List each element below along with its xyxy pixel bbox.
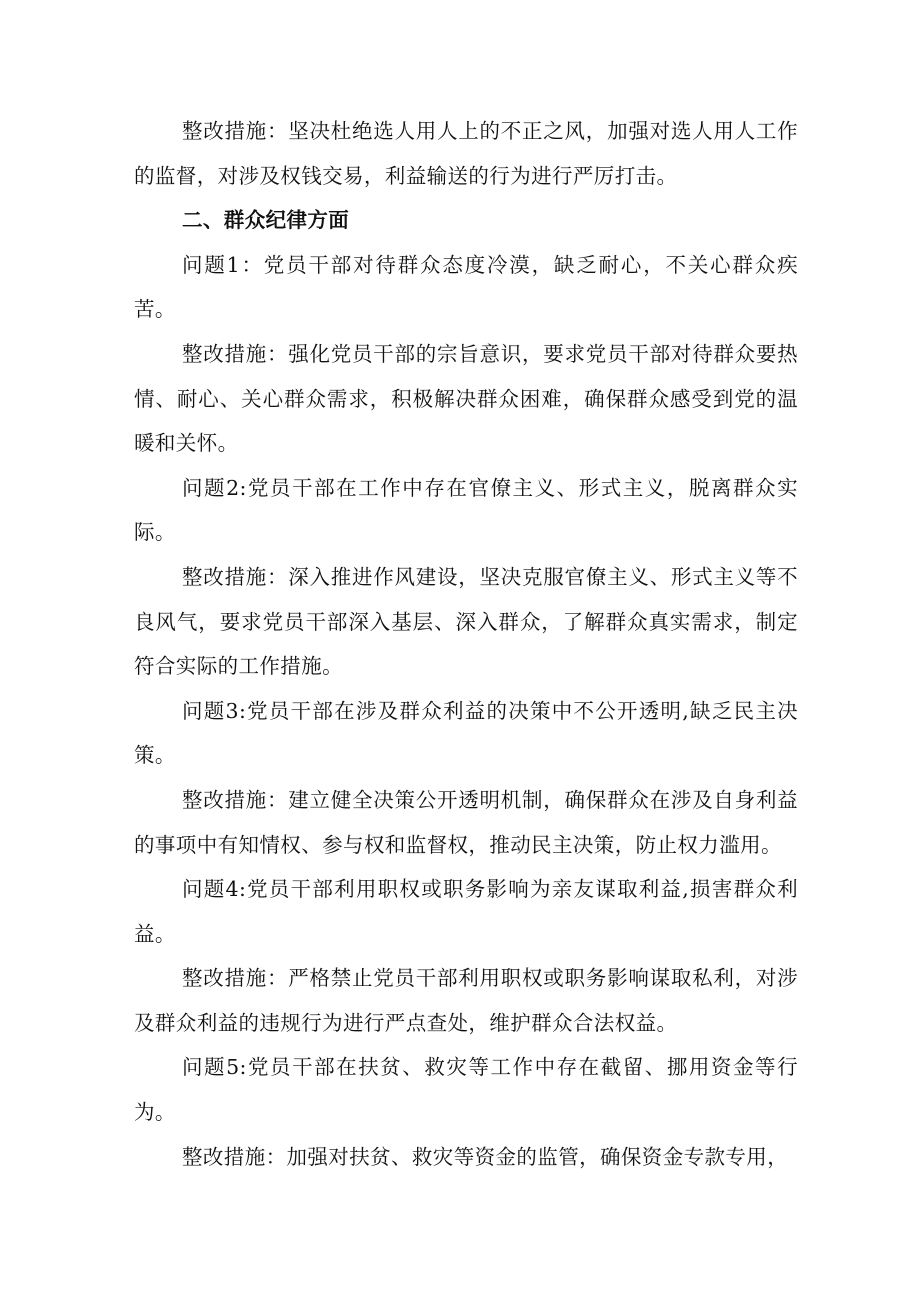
measure-paragraph: 整改措施：深入推进作风建设，坚决克服官僚主义、形式主义等不良风气，要求党员干部深入基层、深入群众，了解群众真实需求，制定符合实际的工作措施。 bbox=[134, 564, 798, 679]
measure-paragraph: 整改措施：强化党员干部的宗旨意识，要求党员干部对待群众要热情、耐心、关心群众需求，积极解决群众困难，确保群众感受到党的温暖和关怀。 bbox=[134, 341, 798, 456]
measure-paragraph: 整改措施：加强对扶贫、救灾等资金的监管，确保资金专款专用， bbox=[182, 1144, 789, 1169]
measure-paragraph: 整改措施：严格禁止党员干部利用职权或职务影响谋取私利，对涉及群众利益的违规行为进行严点查处，维护群众合法权益。 bbox=[134, 966, 798, 1035]
section-heading: 二、群众纪律方面 bbox=[182, 208, 350, 233]
problem-paragraph: 问题3:党员干部在涉及群众利益的决策中不公开透明,缺乏民主决策。 bbox=[134, 698, 798, 768]
measure-paragraph: 整改措施：坚决杜绝选人用人上的不正之风，加强对选人用人工作的监督，对涉及权钱交易，利益输送的行为进行严厉打击。 bbox=[134, 119, 798, 188]
problem-paragraph: 问题5:党员干部在扶贫、救灾等工作中存在截留、挪用资金等行为。 bbox=[134, 1055, 798, 1125]
problem-paragraph: 问题4:党员干部利用职权或职务影响为亲友谋取利益,损害群众利益。 bbox=[134, 877, 798, 946]
document-body bbox=[134, 109, 798, 1179]
problem-paragraph: 问题1：党员干部对待群众态度冷漠，缺乏耐心，不关心群众疾苦。 bbox=[134, 252, 798, 322]
problem-paragraph: 问题2:党员干部在工作中存在官僚主义、形式主义，脱离群众实际。 bbox=[134, 475, 798, 545]
measure-paragraph: 整改措施：建立健全决策公开透明机制，确保群众在涉及自身利益的事项中有知情权、参与权和监督权，推动民主决策，防止权力滥用。 bbox=[134, 787, 798, 857]
